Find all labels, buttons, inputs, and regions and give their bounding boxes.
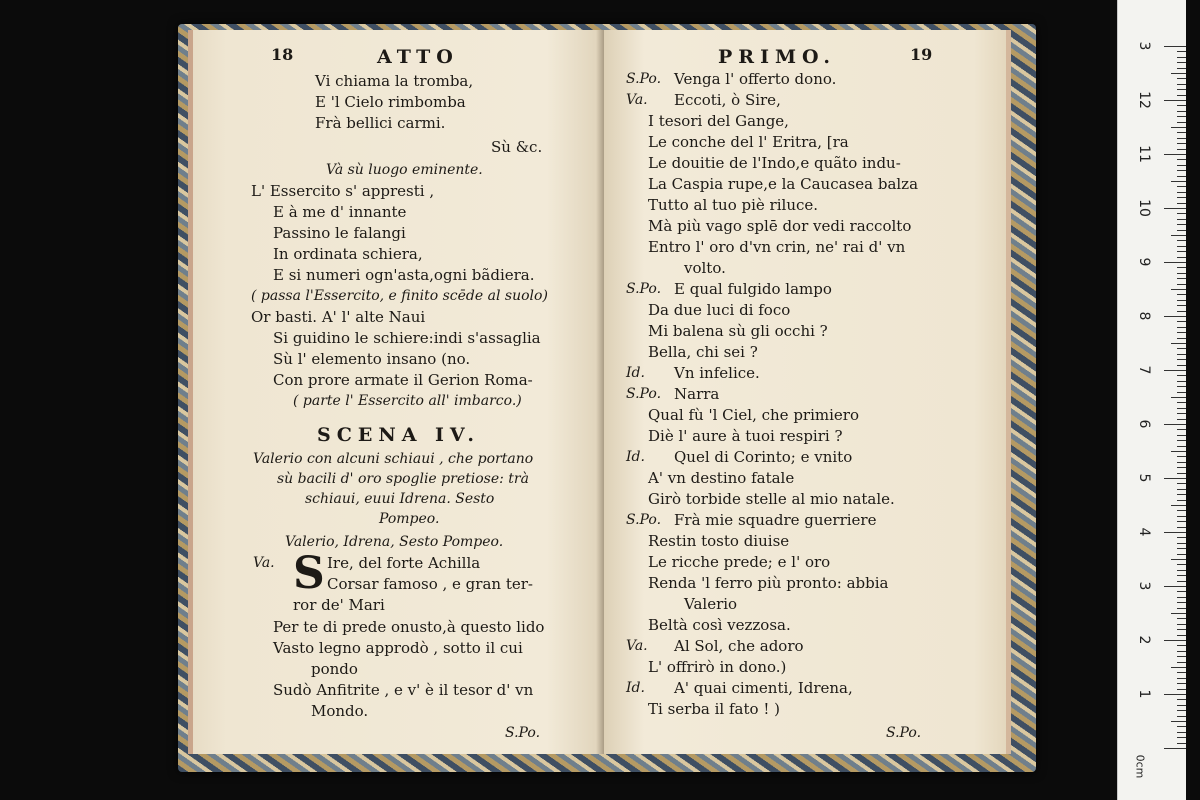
ruler-tick xyxy=(1177,699,1186,700)
measuring-ruler xyxy=(1117,0,1186,800)
text-line: Valerio xyxy=(684,595,738,613)
speaker-label: Va. xyxy=(253,555,275,571)
text-line: E à me d' innante xyxy=(273,203,407,221)
ruler-tick xyxy=(1177,683,1186,684)
text-line: Or basti. A' l' alte Naui xyxy=(251,308,426,326)
ruler-tick xyxy=(1177,494,1186,495)
ruler-tick xyxy=(1177,284,1186,285)
text-line: E qual fulgido lampo xyxy=(674,280,832,298)
ruler-tick xyxy=(1171,127,1186,128)
ruler-tick xyxy=(1177,689,1186,690)
speaker-label: S.Po. xyxy=(626,281,662,297)
text-line: Quel di Corinto; e vnito xyxy=(674,448,853,466)
ruler-tick xyxy=(1171,613,1186,614)
ruler-tick xyxy=(1177,672,1186,673)
ruler-tick xyxy=(1177,257,1186,258)
ruler-tick xyxy=(1177,440,1186,441)
ruler-tick xyxy=(1177,456,1186,457)
ruler-tick xyxy=(1177,743,1186,744)
text-line: Beltà così vezzosa. xyxy=(648,616,791,634)
text-line: L' Essercito s' apprestі , xyxy=(251,182,435,200)
text-line: L' offrirò in dono.) xyxy=(648,658,787,676)
text-line: Eccoti, ò Sire, xyxy=(674,91,781,109)
speaker-label: Va. xyxy=(626,92,648,108)
ruler-tick xyxy=(1164,424,1186,425)
ruler-tick xyxy=(1177,705,1186,706)
page-number: 18 xyxy=(271,45,294,64)
ruler-tick xyxy=(1177,219,1186,220)
text-line: Entro l' oro d'vn crin, ne' rai d' vn xyxy=(648,238,906,256)
text-line: Narra xyxy=(674,385,720,403)
ruler-tick xyxy=(1177,240,1186,241)
ruler-tick xyxy=(1177,143,1186,144)
character-list: Valerio, Idrena, Sesto Pompeo. xyxy=(285,534,504,550)
ruler-tick xyxy=(1171,343,1186,344)
ruler-tick xyxy=(1177,105,1186,106)
ruler-tick xyxy=(1177,554,1186,555)
ruler-tick xyxy=(1171,667,1186,668)
ruler-tick xyxy=(1177,116,1186,117)
ruler-number: 12 xyxy=(1136,91,1152,109)
ruler-tick xyxy=(1177,138,1186,139)
ruler-tick xyxy=(1171,451,1186,452)
text-line: I tesori del Gange, xyxy=(648,112,789,130)
ruler-tick xyxy=(1177,57,1186,58)
text-line: Sudò Anfitrite , e v' è il tesor d' vn xyxy=(273,681,534,699)
text-line: Venga l' offerto dono. xyxy=(674,70,837,88)
ruler-tick xyxy=(1177,224,1186,225)
ruler-tick xyxy=(1177,429,1186,430)
ruler-tick xyxy=(1177,543,1186,544)
ruler-tick xyxy=(1177,203,1186,204)
right-page xyxy=(604,30,1011,754)
ruler-tick xyxy=(1177,122,1186,123)
ruler-tick xyxy=(1177,635,1186,636)
ruler-tick xyxy=(1177,246,1186,247)
text-line: Per te di prede onusto,à questo lido xyxy=(273,618,545,636)
stage-direction: sù bacili d' oro spoglie pretiose: trà xyxy=(277,471,529,487)
speaker-label: S.Po. xyxy=(626,71,662,87)
ruler-tick xyxy=(1177,651,1186,652)
ruler-tick xyxy=(1177,273,1186,274)
speaker-label: S.Po. xyxy=(626,512,662,528)
text-line: In ordinata schiera, xyxy=(273,245,423,263)
ruler-tick xyxy=(1177,413,1186,414)
ruler-tick xyxy=(1177,473,1186,474)
ruler-tick xyxy=(1171,235,1186,236)
page-number: 19 xyxy=(910,45,933,64)
ruler-tick xyxy=(1177,149,1186,150)
ruler-tick xyxy=(1164,208,1186,209)
ruler-tick xyxy=(1177,132,1186,133)
ruler-tick xyxy=(1177,192,1186,193)
ruler-tick xyxy=(1177,537,1186,538)
ruler-tick xyxy=(1177,89,1186,90)
ruler-number: 2 xyxy=(1136,635,1152,645)
text-line: E si numeri ogn'asta,ogni bãdiera. xyxy=(273,266,535,284)
ruler-tick xyxy=(1177,311,1186,312)
ruler-tick xyxy=(1177,213,1186,214)
ruler-tick xyxy=(1177,84,1186,85)
ruler-tick xyxy=(1177,392,1186,393)
text-line: Tutto al tuo piè riluce. xyxy=(648,196,819,214)
scene-title: SCENA IV. xyxy=(317,424,480,446)
ruler-unit: 0cm xyxy=(1133,754,1147,779)
ruler-tick xyxy=(1164,100,1186,101)
text-line: Renda 'l ferro più pronto: abbia xyxy=(648,574,889,592)
ruler-tick xyxy=(1177,348,1186,349)
ruler-tick xyxy=(1177,78,1186,79)
ruler-tick xyxy=(1177,300,1186,301)
ruler-tick xyxy=(1177,197,1186,198)
ruler-number: 4 xyxy=(1136,527,1152,537)
ruler-tick xyxy=(1177,500,1186,501)
ruler-tick xyxy=(1177,408,1186,409)
running-head: ATTO xyxy=(377,46,459,68)
text-line: Le douitie de l'Indo,e quãto indu- xyxy=(648,154,901,172)
ruler-tick xyxy=(1177,597,1186,598)
ruler-tick xyxy=(1177,278,1186,279)
ruler-tick xyxy=(1177,381,1186,382)
ruler-tick xyxy=(1171,397,1186,398)
text-line: Corsar famoso , e gran ter- xyxy=(327,575,533,593)
ruler-tick xyxy=(1177,591,1186,592)
ruler-tick xyxy=(1177,165,1186,166)
ruler-tick xyxy=(1177,602,1186,603)
text-line: Al Sol, che adoro xyxy=(674,637,804,655)
stage-direction: Và sù luogo eminente. xyxy=(326,162,483,178)
text-line: Bella, chi sei ? xyxy=(648,343,758,361)
speaker-label: Id. xyxy=(626,449,645,465)
ruler-tick xyxy=(1177,51,1186,52)
ruler-tick xyxy=(1177,402,1186,403)
ruler-tick xyxy=(1177,608,1186,609)
text-line: Ire, del forte Achilla xyxy=(327,554,481,572)
ruler-tick xyxy=(1177,645,1186,646)
ruler-tick xyxy=(1177,68,1186,69)
ruler-tick xyxy=(1164,316,1186,317)
running-head: PRIMO. xyxy=(718,46,837,68)
ruler-tick xyxy=(1164,370,1186,371)
catchword: S.Po. xyxy=(505,725,541,741)
text-line: Frà mie squadre guerriere xyxy=(674,511,877,529)
ruler-number: 8 xyxy=(1136,311,1152,321)
ruler-tick xyxy=(1164,532,1186,533)
ruler-number: 9 xyxy=(1136,257,1152,267)
ruler-tick xyxy=(1164,154,1186,155)
text-line: Mà più vago splē dor vedi raccolto xyxy=(648,217,912,235)
ruler-tick xyxy=(1177,489,1186,490)
stage-direction: Pompeo. xyxy=(379,511,440,527)
ruler-tick xyxy=(1177,618,1186,619)
ruler-tick xyxy=(1177,359,1186,360)
ruler-number: 1 xyxy=(1136,689,1152,699)
text-line: Diè l' aure à tuoi respiri ? xyxy=(648,427,843,445)
stage-direction: schiaui, euui Idrena. Sesto xyxy=(305,491,495,507)
ruler-tick xyxy=(1177,446,1186,447)
ruler-number: 10 xyxy=(1136,199,1152,217)
text-line: Vasto legno approdò , sotto il cui xyxy=(273,639,523,657)
ruler-tick xyxy=(1177,629,1186,630)
ruler-tick xyxy=(1177,176,1186,177)
text-line: A' vn destino fatale xyxy=(648,469,795,487)
ruler-tick xyxy=(1177,732,1186,733)
ruler-tick xyxy=(1164,478,1186,479)
ruler-tick xyxy=(1164,694,1186,695)
ruler-tick xyxy=(1177,365,1186,366)
ruler-tick xyxy=(1164,640,1186,641)
ruler-tick xyxy=(1177,656,1186,657)
text-line: E 'l Cielo rimbomba xyxy=(315,93,466,111)
ruler-tick xyxy=(1177,186,1186,187)
ruler-number: 5 xyxy=(1136,473,1152,483)
ruler-tick xyxy=(1177,548,1186,549)
ruler-tick xyxy=(1177,678,1186,679)
ruler-tick xyxy=(1177,521,1186,522)
text-line: pondo xyxy=(311,660,358,678)
ruler-tick xyxy=(1177,624,1186,625)
ruler-tick xyxy=(1177,716,1186,717)
speaker-label: S.Po. xyxy=(626,386,662,402)
text-line: Mondo. xyxy=(311,702,369,720)
text-line: Le ricche prede; e l' oro xyxy=(648,553,831,571)
ruler-tick xyxy=(1177,95,1186,96)
ruler-tick xyxy=(1164,46,1186,47)
text-line: Le conche del l' Eritra, [ra xyxy=(648,133,849,151)
text-line: Da due luci di foco xyxy=(648,301,791,319)
ruler-tick xyxy=(1177,386,1186,387)
ruler-tick xyxy=(1177,332,1186,333)
ruler-tick xyxy=(1177,354,1186,355)
text-line: La Caspia rupe,e la Caucasea balza xyxy=(648,175,919,193)
ruler-tick xyxy=(1177,462,1186,463)
ruler-tick xyxy=(1177,419,1186,420)
ruler-tick xyxy=(1177,435,1186,436)
ruler-tick xyxy=(1171,721,1186,722)
ruler-tick xyxy=(1177,575,1186,576)
text-line: Vn infelice. xyxy=(674,364,760,382)
text-line: Qual fù 'l Ciel, che primiero xyxy=(648,406,859,424)
speaker-label: Id. xyxy=(626,365,645,381)
ruler-tick xyxy=(1177,737,1186,738)
ruler-tick xyxy=(1177,726,1186,727)
ruler-number: 3 xyxy=(1136,41,1152,51)
ruler-tick xyxy=(1164,262,1186,263)
text-line: Passino le falangi xyxy=(273,224,406,242)
ruler-tick xyxy=(1177,375,1186,376)
ruler-number: 3 xyxy=(1136,581,1152,591)
text-line: Sù &c. xyxy=(491,138,543,156)
drop-cap: S xyxy=(293,548,325,599)
text-line: Ti serba il fato ! ) xyxy=(648,700,780,718)
ruler-tick xyxy=(1177,321,1186,322)
ruler-tick xyxy=(1177,294,1186,295)
ruler-number: 6 xyxy=(1136,419,1152,429)
stage-direction: Valerio con alcuni schiaui , che portano xyxy=(253,451,534,467)
ruler-tick xyxy=(1177,327,1186,328)
ruler-tick xyxy=(1177,564,1186,565)
ruler-tick xyxy=(1171,505,1186,506)
ruler-tick xyxy=(1177,62,1186,63)
text-line: volto. xyxy=(684,259,726,277)
text-line: A' quai cimenti, Idrena, xyxy=(674,679,853,697)
ruler-tick xyxy=(1177,510,1186,511)
text-line: Mi balena sù gli occhi ? xyxy=(648,322,828,340)
ruler-tick xyxy=(1177,581,1186,582)
speaker-label: Id. xyxy=(626,680,645,696)
ruler-tick xyxy=(1171,559,1186,560)
text-line: Sù l' elemento insano (no. xyxy=(273,350,471,368)
ruler-tick xyxy=(1177,467,1186,468)
catchword: S.Po. xyxy=(886,725,922,741)
ruler-tick xyxy=(1177,111,1186,112)
ruler-tick xyxy=(1177,483,1186,484)
ruler-number: 11 xyxy=(1136,145,1152,163)
ruler-tick xyxy=(1177,338,1186,339)
text-line: Con prore armate il Gerion Roma- xyxy=(273,371,533,389)
stage-direction: ( parte l' Essercito all' imbarco.) xyxy=(293,393,522,409)
text-line: Restin tosto diuise xyxy=(648,532,790,550)
ruler-tick xyxy=(1177,230,1186,231)
ruler-tick xyxy=(1177,527,1186,528)
ruler-tick xyxy=(1164,748,1186,749)
ruler-tick xyxy=(1177,516,1186,517)
stage-direction: ( passa l'Essercito, e finito scēde al suolo) xyxy=(251,288,548,304)
text-line: Girò torbide stelle al mio natale. xyxy=(648,490,895,508)
left-page xyxy=(188,30,609,754)
ruler-tick xyxy=(1171,181,1186,182)
text-line: ror de' Mari xyxy=(293,596,385,614)
speaker-label: Va. xyxy=(626,638,648,654)
ruler-tick xyxy=(1177,267,1186,268)
ruler-tick xyxy=(1177,305,1186,306)
ruler-tick xyxy=(1177,710,1186,711)
ruler-number: 7 xyxy=(1136,365,1152,375)
text-line: Vi chiama la tromba, xyxy=(315,72,474,90)
ruler-tick xyxy=(1177,251,1186,252)
text-line: Si guidino le schiere:indi s'assaglia xyxy=(273,329,541,347)
ruler-tick xyxy=(1164,586,1186,587)
text-line: Frà bellici carmi. xyxy=(315,114,446,132)
ruler-tick xyxy=(1177,662,1186,663)
ruler-tick xyxy=(1177,170,1186,171)
ruler-tick xyxy=(1177,159,1186,160)
ruler-tick xyxy=(1171,289,1186,290)
ruler-tick xyxy=(1171,73,1186,74)
ruler-tick xyxy=(1177,570,1186,571)
